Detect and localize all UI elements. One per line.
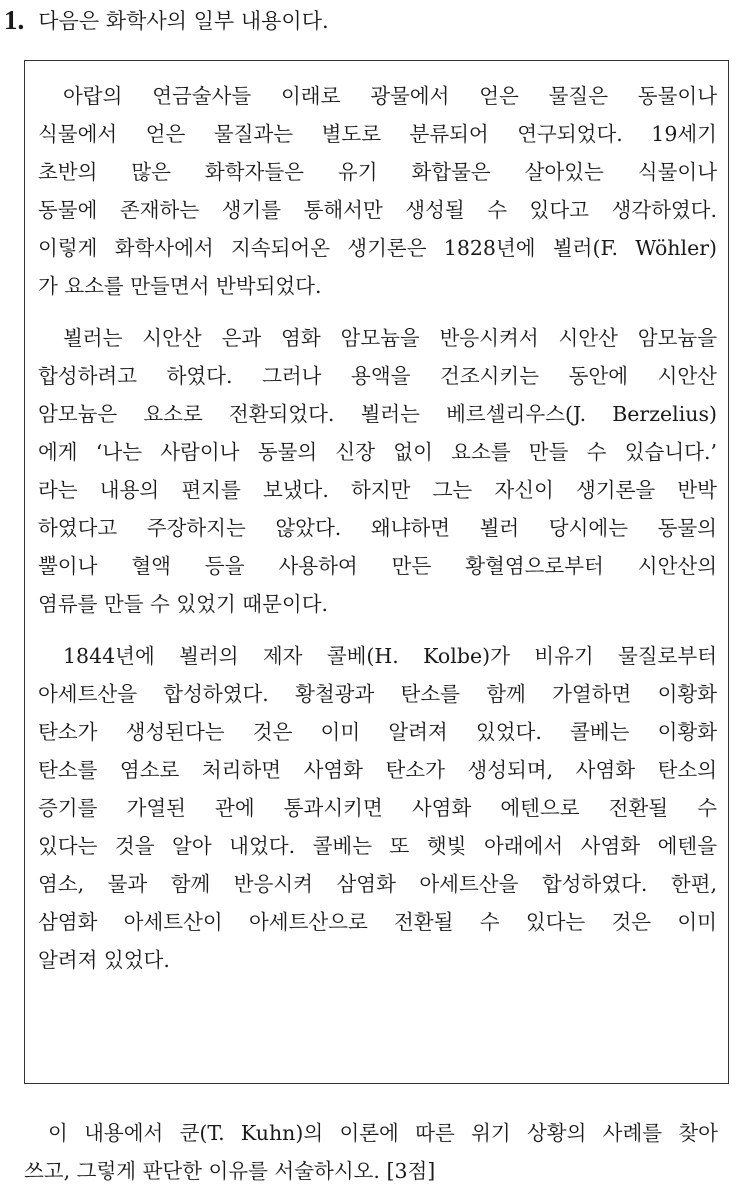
question-number: 1. (4, 4, 25, 35)
prompt-line: 이 내용에서 쿤(T. Kuhn)의 이론에 따른 위기 상황의 사례를 찾아 (48, 1121, 718, 1145)
passage-line: 에게 ‘나는 사람이나 동물의 신장 없이 요소를 만들 수 있습니다.’ (38, 440, 717, 464)
passage-line: 탄소가 생성된다는 것은 이미 알려져 있었다. 콜베는 이황화 (38, 720, 717, 744)
passage-line: 있다는 것을 알아 내었다. 콜베는 또 햇빛 아래에서 사염화 에텐을 (38, 834, 717, 858)
passage-line: 알려져 있었다. (38, 948, 170, 972)
prompt-line: 쓰고, 그렇게 판단한 이유를 서술하시오. [3점] (24, 1159, 436, 1183)
passage-line: 염소, 물과 함께 반응시켜 삼염화 아세트산을 합성하였다. 한편, (38, 872, 717, 896)
question-title: 다음은 화학사의 일부 내용이다. (38, 9, 329, 33)
passage-line: 암모늄은 요소로 전환되었다. 뵐러는 베르셀리우스(J. Berzelius) (38, 402, 717, 426)
passage-line: 염류를 만들 수 있었기 때문이다. (38, 592, 329, 616)
passage-line: 뿔이나 혈액 등을 사용하여 만든 황혈염으로부터 시안산의 (38, 554, 717, 578)
passage-line: 아랍의 연금술사들 이래로 광물에서 얻은 물질은 동물이나 (63, 84, 717, 108)
passage-line: 식물에서 얻은 물질과는 별도로 분류되어 연구되었다. 19세기 (38, 122, 717, 146)
passage-line: 이렇게 화학사에서 지속되어온 생기론은 1828년에 뵐러(F. Wöhler) (38, 236, 717, 260)
passage-line: 1844년에 뵐러의 제자 콜베(H. Kolbe)가 비유기 물질로부터 (63, 644, 717, 668)
passage-line: 삼염화 아세트산이 아세트산으로 전환될 수 있다는 것은 이미 (38, 910, 717, 934)
passage-line: 가 요소를 만들면서 반박되었다. (38, 274, 322, 298)
passage-line: 합성하려고 하였다. 그러나 용액을 건조시키는 동안에 시안산 (38, 364, 717, 388)
passage-line: 증기를 가열된 관에 통과시키면 사염화 에텐으로 전환될 수 (38, 796, 717, 820)
passage-line: 라는 내용의 편지를 보냈다. 하지만 그는 자신이 생기론을 반박 (38, 478, 717, 502)
passage-line: 탄소를 염소로 처리하면 사염화 탄소가 생성되며, 사염화 탄소의 (38, 758, 717, 782)
passage-line: 아세트산을 합성하였다. 황철광과 탄소를 함께 가열하면 이황화 (38, 682, 717, 706)
passage-box (24, 60, 729, 1084)
passage-line: 뵐러는 시안산 은과 염화 암모늄을 반응시켜서 시안산 암모늄을 (63, 326, 717, 350)
passage-line: 동물에 존재하는 생기를 통해서만 생성될 수 있다고 생각하였다. (38, 198, 717, 222)
passage-line: 초반의 많은 화학자들은 유기 화합물은 살아있는 식물이나 (38, 160, 717, 184)
passage-line: 하였다고 주장하지는 않았다. 왜냐하면 뵐러 당시에는 동물의 (38, 516, 717, 540)
question-header (4, 2, 329, 38)
